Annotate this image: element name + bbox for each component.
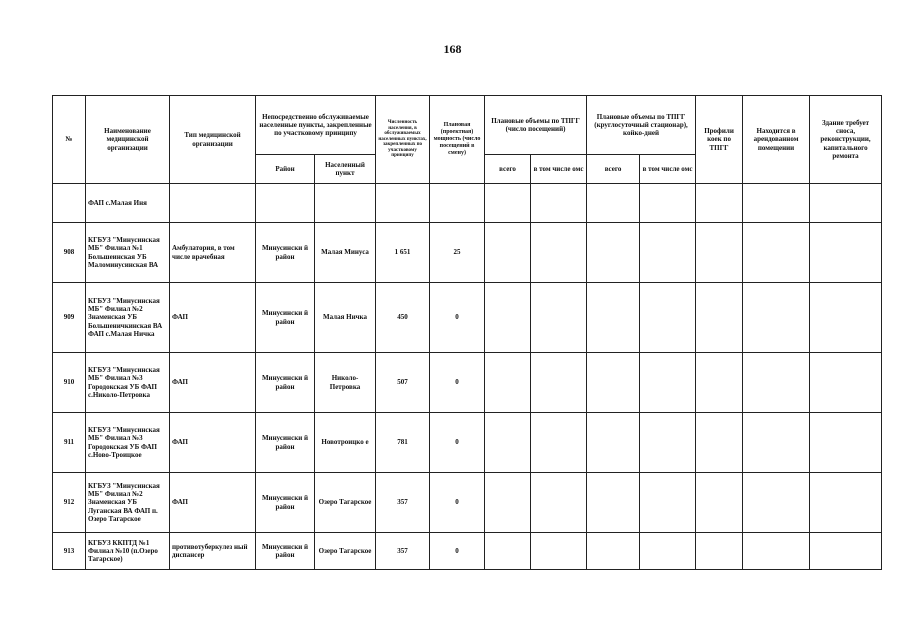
cell-capacity: 0 [430, 473, 485, 533]
cell-visits-total [485, 353, 531, 413]
header-beds-group: Плановые объемы по ТПГГ (круглосуточный стационар), койко-дней [587, 96, 696, 155]
cell-population: 1 651 [376, 223, 430, 283]
cell-population: 357 [376, 533, 430, 570]
cell-beds-oms [640, 533, 696, 570]
header-rented: Находится в арендованном помещении [743, 96, 810, 184]
cell-num [53, 184, 86, 223]
cell-visits-oms [531, 353, 587, 413]
header-org-name: Наименование медицинской организации [86, 96, 170, 184]
header-beds-total: всего [587, 155, 640, 184]
cell-org-type: ФАП [170, 473, 256, 533]
cell-capacity: 0 [430, 413, 485, 473]
cell-visits-total [485, 413, 531, 473]
cell-district: Минусински й район [256, 413, 315, 473]
cell-district: Минусински й район [256, 223, 315, 283]
header-population: Численность населения, в обслуживаемых населенных пунктах, закрепленных по участковому принципу [376, 96, 430, 184]
cell-settlement: Новотроицко е [315, 413, 376, 473]
cell-needs-repair [810, 473, 882, 533]
header-visits-group: Плановые объемы по ТПГГ (число посещений) [485, 96, 587, 155]
cell-visits-total [485, 533, 531, 570]
cell-district: Минусински й район [256, 533, 315, 570]
cell-visits-oms [531, 413, 587, 473]
cell-population: 357 [376, 473, 430, 533]
cell-beds-total [587, 223, 640, 283]
table-row [53, 473, 882, 533]
table-row [53, 223, 882, 283]
cell-needs-repair [810, 413, 882, 473]
cell-num: 912 [53, 473, 86, 533]
cell-population: 781 [376, 413, 430, 473]
cell-org-type: Амбулатория, в том числе врачебная [170, 223, 256, 283]
table-row [53, 283, 882, 353]
cell-rented [743, 223, 810, 283]
header-district: Район [256, 155, 315, 184]
cell-org-type: противотуберкулез ный диспансер [170, 533, 256, 570]
cell-org-type: ФАП [170, 413, 256, 473]
cell-district: Минусински й район [256, 353, 315, 413]
cell-beds-oms [640, 223, 696, 283]
cell-beds-total [587, 353, 640, 413]
header-visits-total: всего [485, 155, 531, 184]
cell-capacity: 0 [430, 353, 485, 413]
cell-capacity: 0 [430, 283, 485, 353]
cell-beds-total [587, 473, 640, 533]
table-row [53, 533, 882, 570]
cell-rented [743, 533, 810, 570]
cell-needs-repair [810, 533, 882, 570]
page-number: 168 [443, 42, 462, 56]
facilities-table [52, 95, 882, 570]
header-beds-oms: в том числе омс [640, 155, 696, 184]
cell-rented [743, 283, 810, 353]
cell-beds-oms [640, 413, 696, 473]
cell-rented [743, 413, 810, 473]
cell-num: 909 [53, 283, 86, 353]
header-visits-oms: в том числе омс [531, 155, 587, 184]
cell-org-type: ФАП [170, 283, 256, 353]
cell-num: 910 [53, 353, 86, 413]
cell-settlement: Малая Ничка [315, 283, 376, 353]
cell-visits-oms [531, 223, 587, 283]
header-bed-profiles: Профили коек по ТПГГ [696, 96, 743, 184]
cell-org-name: КГБУЗ "Минусинская МБ" Филиал №3 Городокская УБ ФАП с.Николо-Петровка [86, 353, 170, 413]
header-settlements-group: Непосредственно обслуживаемые населенные пункты, закрепленные по участковому принципу [256, 96, 376, 155]
table-row [53, 413, 882, 473]
cell-settlement: Озеро Тагарское [315, 533, 376, 570]
cell-visits-total [485, 283, 531, 353]
continuation-row [53, 184, 882, 223]
cell-bed-profiles [696, 533, 743, 570]
cell-capacity: 0 [430, 533, 485, 570]
cell-settlement: Малая Минуса [315, 223, 376, 283]
cell-needs-repair [810, 353, 882, 413]
cell-district: Минусински й район [256, 473, 315, 533]
cell-bed-profiles [696, 353, 743, 413]
cell-org-name: КГБУЗ ККПТД №1 Филиал №10 (п.Озеро Тагарское) [86, 533, 170, 570]
cell-visits-oms [531, 283, 587, 353]
cell-bed-profiles [696, 283, 743, 353]
cell-org-type: ФАП [170, 353, 256, 413]
cell-capacity: 25 [430, 223, 485, 283]
cell-org-name: КГБУЗ "Минусинская МБ" Филиал №2 Знаменская УБ Луганская ВА ФАП п. Озеро Тагарское [86, 473, 170, 533]
cell-beds-oms [640, 473, 696, 533]
table-row [53, 353, 882, 413]
header-org-type: Тип медицинской организации [170, 96, 256, 184]
cell-visits-oms [531, 473, 587, 533]
header-row-1 [53, 96, 882, 155]
cell-org-name: КГБУЗ "Минусинская МБ" Филиал №2 Знаменская УБ Большеничкинская ВА ФАП с.Малая Ничка [86, 283, 170, 353]
cell-org-name: КГБУЗ "Минусинская МБ" Филиал №3 Городокская УБ ФАП с.Ново-Троицкое [86, 413, 170, 473]
cell-population: 450 [376, 283, 430, 353]
cell-num: 908 [53, 223, 86, 283]
header-capacity: Плановая (проектная) мощность (число посещений в смену) [430, 96, 485, 184]
cell-rented [743, 353, 810, 413]
cell-district: Минусински й район [256, 283, 315, 353]
cell-beds-oms [640, 283, 696, 353]
cell-num: 913 [53, 533, 86, 570]
cell-beds-oms [640, 353, 696, 413]
cell-org-name: ФАП с.Малая Иня [86, 184, 170, 223]
cell-num: 911 [53, 413, 86, 473]
cell-settlement: Озеро Тагарское [315, 473, 376, 533]
header-settlement: Населенный пункт [315, 155, 376, 184]
cell-needs-repair [810, 223, 882, 283]
cell-beds-total [587, 533, 640, 570]
cell-needs-repair [810, 283, 882, 353]
header-needs-repair: Здание требует сноса, реконструкции, капитального ремонта [810, 96, 882, 184]
cell-bed-profiles [696, 413, 743, 473]
cell-visits-total [485, 473, 531, 533]
cell-org-name: КГБУЗ "Минусинская МБ" Филиал №1 Большеинская УБ Маломинусинская ВА [86, 223, 170, 283]
cell-rented [743, 473, 810, 533]
cell-population: 507 [376, 353, 430, 413]
cell-bed-profiles [696, 473, 743, 533]
cell-bed-profiles [696, 223, 743, 283]
cell-settlement: Николо-Петровка [315, 353, 376, 413]
header-num: № [53, 96, 86, 184]
cell-visits-total [485, 223, 531, 283]
cell-visits-oms [531, 533, 587, 570]
cell-beds-total [587, 283, 640, 353]
cell-beds-total [587, 413, 640, 473]
